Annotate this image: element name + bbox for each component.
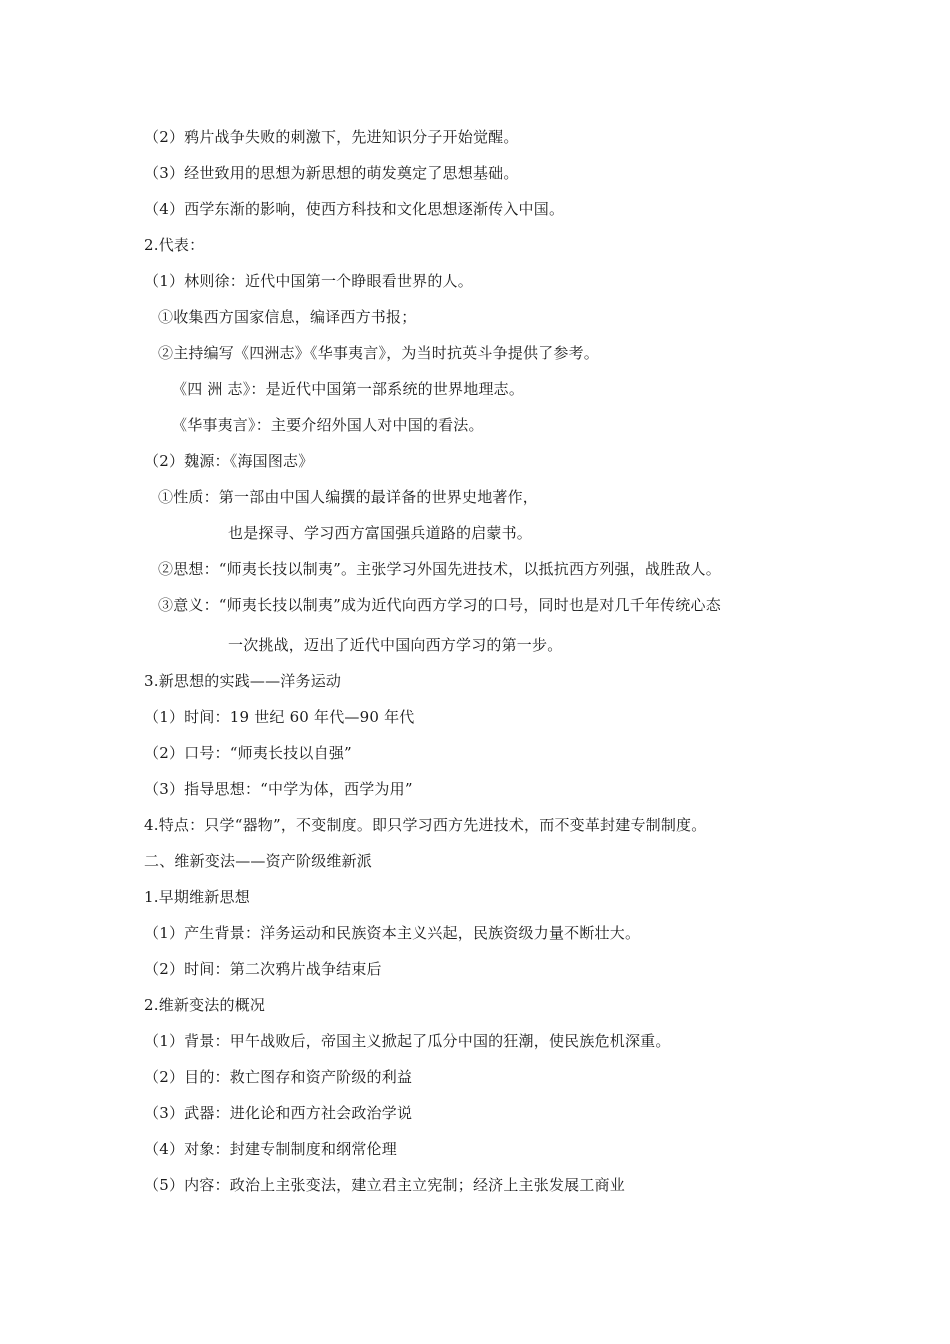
- text-line: ②思想：“师夷长技以制夷”。主张学习外国先进技术，以抵抗西方列强，战胜敌人。: [158, 560, 721, 578]
- text-line: （1）背景：甲午战败后，帝国主义掀起了瓜分中国的狂潮，使民族危机深重。: [144, 1032, 671, 1050]
- text-line: （3）指导思想：“中学为体，西学为用”: [144, 780, 413, 798]
- text-line: ③意义：“师夷长技以制夷”成为近代向西方学习的口号，同时也是对几千年传统心态: [158, 596, 721, 614]
- text-line: ②主持编写《四洲志》《华事夷言》，为当时抗英斗争提供了参考。: [158, 344, 600, 362]
- section-heading: 3.新思想的实践——洋务运动: [144, 672, 342, 690]
- text-line: （2）魏源：《海国图志》: [144, 452, 314, 470]
- text-line: （2）时间：第二次鸦片战争结束后: [144, 960, 382, 978]
- section-heading: 2.代表：: [144, 236, 205, 254]
- chapter-heading: 二、维新变法——资产阶级维新派: [144, 852, 373, 870]
- text-line: ①收集西方国家信息，编译西方书报；: [158, 308, 417, 326]
- text-line: 《四 洲 志》：是近代中国第一部系统的世界地理志。: [172, 380, 525, 398]
- text-line: （1）时间：19 世纪 60 年代—90 年代: [144, 708, 415, 726]
- section-heading: 1.早期维新思想: [144, 888, 250, 906]
- text-line: （1）产生背景：洋务运动和民族资本主义兴起，民族资级力量不断壮大。: [144, 924, 641, 942]
- text-line: （2）目的：救亡图存和资产阶级的利益: [144, 1068, 413, 1086]
- text-line: （2）鸦片战争失败的刺激下，先进知识分子开始觉醒。: [144, 128, 519, 146]
- text-line: （5）内容：政治上主张变法，建立君主立宪制；经济上主张发展工商业: [144, 1176, 625, 1194]
- section-heading: 4.特点：只学“器物”，不变制度。即只学习西方先进技术，而不变革封建专制制度。: [144, 816, 707, 834]
- text-line: ①性质：第一部由中国人编撰的最详备的世界史地著作，: [158, 488, 539, 506]
- text-line: （2）口号：“师夷长技以自强”: [144, 744, 352, 762]
- text-line: （3）武器：进化论和西方社会政治学说: [144, 1104, 413, 1122]
- text-line: 一次挑战，迈出了近代中国向西方学习的第一步。: [228, 636, 563, 654]
- text-line: （4）对象：封建专制制度和纲常伦理: [144, 1140, 397, 1158]
- text-line: 《华事夷言》：主要介绍外国人对中国的看法。: [172, 416, 484, 434]
- text-line: （1）林则徐：近代中国第一个睁眼看世界的人。: [144, 272, 473, 290]
- text-line: （3）经世致用的思想为新思想的萌发奠定了思想基础。: [144, 164, 519, 182]
- text-line: 也是探寻、学习西方富国强兵道路的启蒙书。: [228, 524, 533, 542]
- section-heading: 2.维新变法的概况: [144, 996, 266, 1014]
- text-line: （4）西学东渐的影响，使西方科技和文化思想逐渐传入中国。: [144, 200, 565, 218]
